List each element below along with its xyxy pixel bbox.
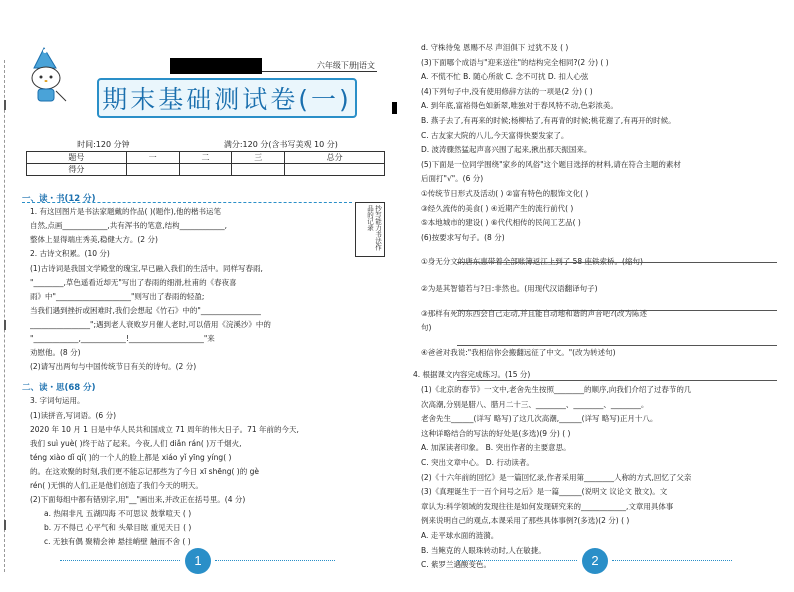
question-line: 2. 古诗文积累。(10 分) [30,249,110,259]
question-line: ④爸爸对我说:"我相信你会搬翻远征了中文。"(改为转述句) [421,347,616,357]
score-cell[interactable] [179,164,232,176]
question-line: D. 波涛骤然猛起声喜兴围了起来,揪出那天振国来。 [421,145,592,155]
question-line: A. 加深读者印象。 B. 突出作者的主要意思。 [421,443,571,453]
question-line: A. 走平球水面的涟漪。 [421,531,499,540]
score-table [26,151,385,176]
question-line: C. 紫罗兰遇酸变色。 [421,560,492,570]
answer-line[interactable] [457,262,777,263]
question-line: "________,草色遥看近却无"写出了春雨的细滑,杜甫的《春夜喜 [30,277,237,287]
question-line: (6)按要求写句子。(8 分) [421,232,505,242]
answer-line[interactable] [457,345,777,346]
page-number: 2 [582,548,608,574]
answer-line[interactable] [457,310,777,311]
question-line: 章认为:科学领域的发现往往是如何发现研究来的____________,文章用具体事 [421,501,674,511]
question-line: 我们 suì yuè( )终于站了起来。今夜,人们 diǎn rán( )万千烟火, [30,438,242,448]
question-line: ①身无分文的唐东惠带着全部账簿返江上到了 58 座铁索桥。(缩句) [421,257,643,267]
choice-row: c. 无独有偶 聚精会神 悬挂峭壁 触而不舍 ( ) [44,537,191,547]
question-line: 句) [421,323,432,333]
question-line: ①传统节日形式及活动( ) ②富有特色的服饰文化( ) [421,189,589,198]
page-deco-line [60,560,180,561]
question-line: d. 守株待兔 恩赐不尽 声泪俱下 过犹不及 ( ) [421,43,569,52]
score-table-header-row [27,152,385,164]
question-line: 2020 年 10 月 1 日是中华人民共和国成立 71 周年的伟大日子。71 年前的今天, [30,424,299,434]
question-line: 后面打"√"。(6 分) [421,174,484,184]
score-cell: 总分 [285,152,385,164]
question-line: (4)下列句子中,没有使用修辞方法的一项是(2 分) ( ) [421,86,593,96]
page-deco-line [612,560,732,561]
full-score: 满分:120 分(含书写美观 10 分) [223,140,338,149]
question-line: 整体上显得端庄秀美,稳健大方。(2 分) [30,235,158,245]
section-heading: 一、读・书(12 分) [22,194,96,204]
score-cell[interactable] [285,164,385,176]
score-cell: 一 [126,152,179,164]
binding-margin [4,60,12,572]
question-line: 次高潮,分别是腊八、腊月二十三、________、________、________。 [421,399,649,409]
question-line: 3. 字词句运用。 [30,396,85,406]
cat-mascot-icon [26,46,74,104]
question-line: (5)下面是一位同学围绕"家乡的风俗"这个题目选择的材料,请在符合主题的素材 [421,159,681,169]
section-heading: 4. 根据课文内容完成练习。(15 分) [413,370,531,380]
binding-hole [4,100,6,110]
grade-label: 六年级下册|语文 [172,60,377,72]
question-line: 1. 有这回图片是书法家题戴的作品( )(题作),他的楷书运笔 [30,207,222,217]
question-line: C. 突出文章中心。 D. 行动读者。 [421,458,534,467]
question-line: (1)古诗词是我国文学殿堂的瑰宝,早已融入我们的生活中。同样写春雨, [30,263,263,273]
exam-header [22,46,382,128]
question-line: ③经久流传的美食( ) ④近期产生的流行前代( ) [421,203,574,213]
answer-line[interactable] [457,380,777,381]
question-line: ________________";遇到老人衰败岁月催人老时,可以借用《浣溪沙》中的 [30,319,271,329]
question-line: (2)请写出两句与中国传统节日有关的诗句。(2 分) [30,362,197,372]
question-line: (1)《北京的春节》一文中,老舍先生按照________的顺序,向我们介绍了过春节的几 [421,385,692,394]
section-heading: 二、读・思(68 分) [22,383,96,394]
question-line: (2)《十六年前的回忆》是一篇回忆录,作者采用第________人称的方式,回忆了父亲 [421,472,692,482]
choice-row: a. 热闹非凡 五湖四海 不可思议 鼓掌喧天 ( ) [44,509,192,519]
question-line: téng xiào dǐ qǐ( )的一个人的脸上都是 xiáo yǐ yīng yíng( ) [30,452,232,462]
question-line: B. 燕子去了,有再来的时候;杨柳枯了,有再青的时候;桃花谢了,有再开的时候。 [421,116,676,125]
question-line: rén( )无惧的人们,正是他们创造了我们今天的明天。 [30,481,203,490]
question-line: 老舍先生______(详写 略写)了这几次高潮,______(详写 略写)正月十八。 [421,414,658,424]
question-line: A. 到年底,富裕得色如新翠,唯独对于春风特不动,色彩浓美。 [421,101,618,111]
question-line: 这种详略结合的写法的好处是(多选)(9 分) ( ) [421,428,571,438]
question-line: 雨》中"____________________"则写出了春雨的轻盈; [30,291,205,301]
score-cell[interactable] [232,164,285,176]
question-line: 自然,点画____________,共有浑书的笔意,结构____________, [30,221,228,231]
question-line: 例来说明自己的观点,本课采用了那些具体事例?(多选)(2 分) ( ) [421,516,630,526]
score-cell: 二 [179,152,232,164]
score-cell: 得分 [27,164,127,176]
page-number: 1 [185,548,211,574]
question-line: 劝慰他。(8 分) [30,348,81,358]
question-line: ⑤本地城市的建设( ) ⑥代代相传的民间工艺品( ) [421,218,581,228]
question-line: (3)下面哪个成语与"迎来送往"的结构完全相同?(2 分) ( ) [421,57,609,67]
side-note-box: 抄写能力书法作品的记录 [355,202,385,257]
choice-row: b. 万不得已 心平气和 头晕目眩 重见天日 ( ) [44,523,192,533]
score-cell[interactable] [126,164,179,176]
right-page [397,0,794,592]
binding-hole [4,320,6,330]
redaction-bar [170,58,262,74]
question-line: B. 当鲍克的人眼珠转动时,人在敏捷。 [421,545,546,555]
binding-hole [4,520,6,530]
question-line: A. 不慌不忙 B. 随心所欲 C. 念不可扰 D. 扣人心弦 [421,72,589,82]
question-line: ②为是其智德若与?日:非然也。(用现代汉语翻译句子) [421,284,598,293]
question-line: 的。在这欢聚的时刻,我们更不能忘记那些为了今日 xī shēng( )的 gè [30,466,259,476]
page-deco-line [215,560,335,561]
title-banner [97,78,357,118]
time-limit: 时间:120 分钟 [77,140,130,149]
score-table-score-row [27,164,385,176]
score-cell: 三 [232,152,285,164]
question-line: (2)下面每组中都有错别字,用"__"画出来,并改正在括号里。(4 分) [30,495,246,505]
question-line: "____________,____________!____________________"来 [30,334,215,343]
question-line: C. 古友家大院的八儿,今天富得快要发家了。 [421,130,569,140]
question-line: (3)《真理诞生于一百个问号之后》是一篇______(说明文 议论文 散文)。文 [421,487,668,497]
score-cell: 题号 [27,152,127,164]
question-line: 当我们遇到挫折或困难时,我们会想起《竹石》中的"________________ [30,305,261,315]
question-line: ③那样有死的东西会自己走动,并且能自动地和谐的声音吧?(改为陈述 [421,308,648,318]
page-title: 期末基础测试卷(一) [102,85,352,114]
exam-info [30,139,385,150]
page-deco-line [457,560,577,561]
question-line: (1)读拼音,写词语。(6 分) [30,410,117,420]
